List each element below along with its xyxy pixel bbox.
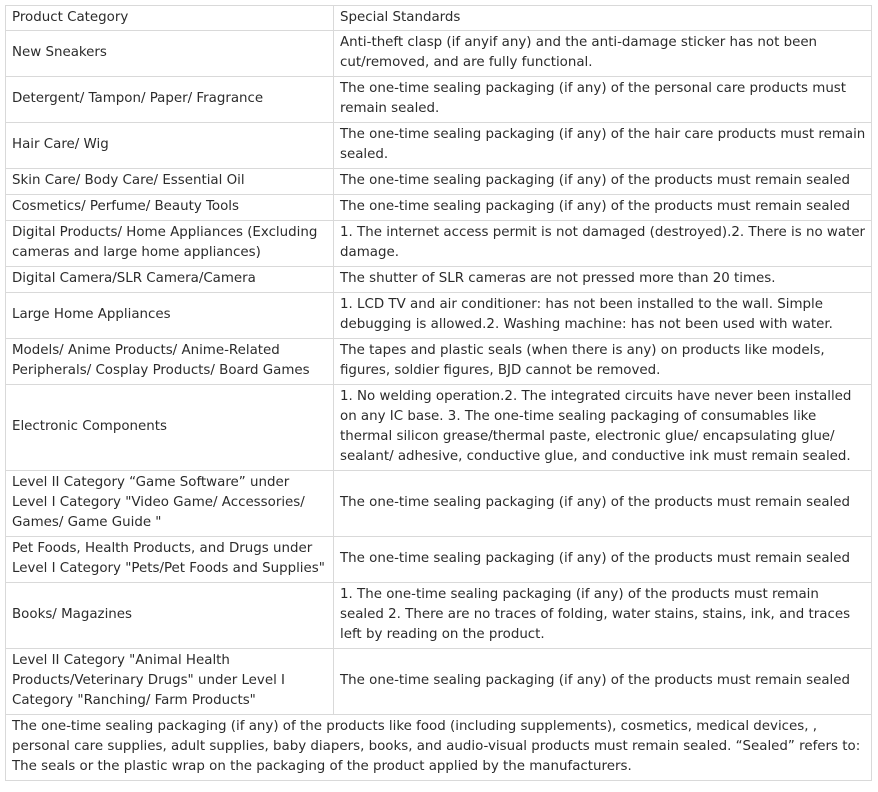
table-row [6, 221, 872, 267]
category-cell: Level II Category "Animal Health Products/Veterinary Drugs" under Level I Category "Ranching/ Farm Products" [6, 649, 334, 715]
table-row [6, 293, 872, 339]
table-header-row [6, 6, 872, 31]
category-cell: Electronic Components [6, 385, 334, 471]
table-row [6, 649, 872, 715]
standard-cell: The one-time sealing packaging (if any) of the products must remain sealed [334, 169, 872, 195]
standard-cell: The tapes and plastic seals (when there is any) on products like models, figures, soldier figures, BJD cannot be removed. [334, 339, 872, 385]
header-special-standards: Special Standards [334, 6, 872, 31]
category-cell: Detergent/ Tampon/ Paper/ Fragrance [6, 77, 334, 123]
standard-cell: The one-time sealing packaging (if any) of the products must remain sealed [334, 649, 872, 715]
table-row [6, 471, 872, 537]
category-cell: New Sneakers [6, 31, 334, 77]
table-row [6, 583, 872, 649]
category-cell: Level II Category “Game Software” under Level I Category "Video Game/ Accessories/ Games/ Game Guide " [6, 471, 334, 537]
footnote-row [6, 715, 872, 781]
category-cell: Pet Foods, Health Products, and Drugs under Level I Category "Pets/Pet Foods and Supplies" [6, 537, 334, 583]
standard-cell: 1. No welding operation.2. The integrated circuits have never been installed on any IC base. 3. The one-time sealing packaging of consumables like thermal silicon grease/thermal paste, electronic glue/ encapsulating glue/ sealant/ adhesive, conductive glue, and conductive ink must remain sealed. [334, 385, 872, 471]
table-row [6, 195, 872, 221]
table-row [6, 385, 872, 471]
standard-cell: The shutter of SLR cameras are not pressed more than 20 times. [334, 267, 872, 293]
category-cell: Large Home Appliances [6, 293, 334, 339]
table-row [6, 537, 872, 583]
category-cell: Hair Care/ Wig [6, 123, 334, 169]
category-cell: Skin Care/ Body Care/ Essential Oil [6, 169, 334, 195]
standard-cell: The one-time sealing packaging (if any) of the products must remain sealed [334, 195, 872, 221]
footnote-cell: The one-time sealing packaging (if any) of the products like food (including supplements), cosmetics, medical devices, , personal care supplies, adult supplies, baby diapers, books, and audio-visual products must remain sealed. “Sealed” refers to: The seals or the plastic wrap on the packaging of the product applied by the manufacturers. [6, 715, 872, 781]
category-cell: Cosmetics/ Perfume/ Beauty Tools [6, 195, 334, 221]
table-row [6, 31, 872, 77]
table-row [6, 339, 872, 385]
category-cell: Digital Camera/SLR Camera/Camera [6, 267, 334, 293]
table-row [6, 169, 872, 195]
standard-cell: Anti-theft clasp (if anyif any) and the anti-damage sticker has not been cut/removed, and are fully functional. [334, 31, 872, 77]
category-cell: Models/ Anime Products/ Anime-Related Peripherals/ Cosplay Products/ Board Games [6, 339, 334, 385]
table-body [6, 6, 872, 781]
standard-cell: 1. LCD TV and air conditioner: has not been installed to the wall. Simple debugging is allowed.2. Washing machine: has not been used with water. [334, 293, 872, 339]
header-product-category: Product Category [6, 6, 334, 31]
standard-cell: The one-time sealing packaging (if any) of the personal care products must remain sealed. [334, 77, 872, 123]
standard-cell: The one-time sealing packaging (if any) of the products must remain sealed [334, 537, 872, 583]
table-row [6, 267, 872, 293]
category-cell: Digital Products/ Home Appliances (Excluding cameras and large home appliances) [6, 221, 334, 267]
special-standards-table [5, 5, 872, 781]
standard-cell: The one-time sealing packaging (if any) of the hair care products must remain sealed. [334, 123, 872, 169]
table-row [6, 123, 872, 169]
standard-cell: The one-time sealing packaging (if any) of the products must remain sealed [334, 471, 872, 537]
standards-table-container [5, 5, 871, 781]
category-cell: Books/ Magazines [6, 583, 334, 649]
standard-cell: 1. The internet access permit is not damaged (destroyed).2. There is no water damage. [334, 221, 872, 267]
table-row [6, 77, 872, 123]
standard-cell: 1. The one-time sealing packaging (if any) of the products must remain sealed 2. There are no traces of folding, water stains, stains, ink, and traces left by reading on the product. [334, 583, 872, 649]
